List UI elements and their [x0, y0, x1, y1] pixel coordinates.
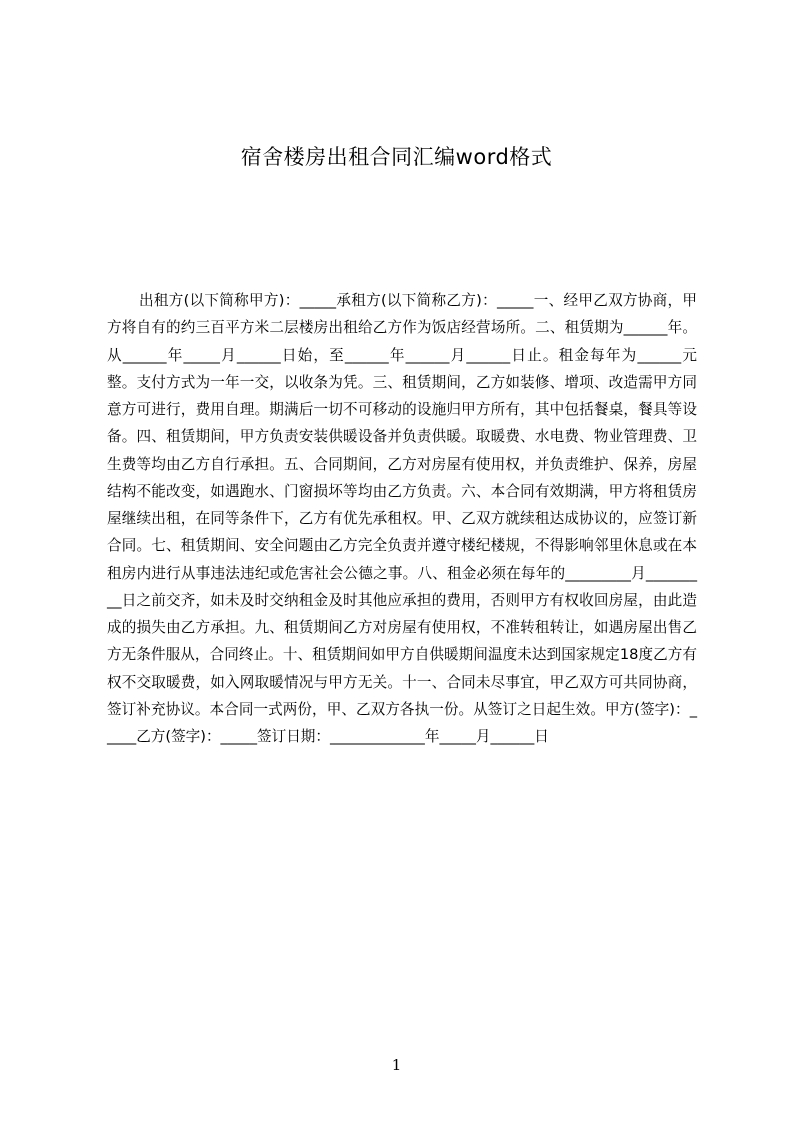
contract-body-text: 出租方(以下简称甲方)：_____承租方(以下简称乙方)：_____一、经甲乙双方协商，甲方将自有的约三百平方米二层楼房出租给乙方作为饭店经营场所。二、租赁期为______年。从______年_____月______日始，至______年______月______日止。租金每年为______元整。支付方式为一年一交，以收条为凭。三、租赁期间，乙方如装修、增项、改造需甲方同意方可进行，费用自理。期满后一切不可移动的设施归甲方所有，其中包括餐桌，餐具等设备。四、租赁期间，甲方负责安装供暖设备并负责供暖。取暖费、水电费、物业管理费、卫生费等均由乙方自行承担。五、合同期间，乙方对房屋有使用权，并负责维护、保养，房屋结构不能改变，如遇跑水、门窗损坏等均由乙方负责。六、本合同有效期满，甲方将租赁房屋继续出租，在同等条件下，乙方有优先承租权。甲、乙双方就续租达成协议的，应签订新合同。七、租赁期间、安全问题由乙方完全负责并遵守楼纪楼规，不得影响邻里休息或在本租房内进行从事违法违纪或危害社会公德之事。八、租金必须在每年的_________月_________日之前交齐，如未及时交纳租金及时其他应承担的费用，否则甲方有权收回房屋，由此造成的损失由乙方承担。九、租赁期间乙方对房屋有使用权，不准转租转让，如遇房屋出售乙方无条件服从，合同终止。十、租赁期间如甲方自供暖期间温度未达到国家规定18度乙方有权不交取暖费，如入网取暖情况与甲方无关。十一、合同未尽事宜，甲乙双方可共同协商，签订补充协议。本合同一式两份，甲、乙双方各执一份。从签订之日起生效。甲方(签字)：_____乙方(签字)：_____签订日期：_____________年_____月______日: [107, 292, 697, 745]
page-number: 1: [391, 1056, 402, 1074]
document-title: 宿舍楼房出租合同汇编word格式: [240, 145, 553, 169]
